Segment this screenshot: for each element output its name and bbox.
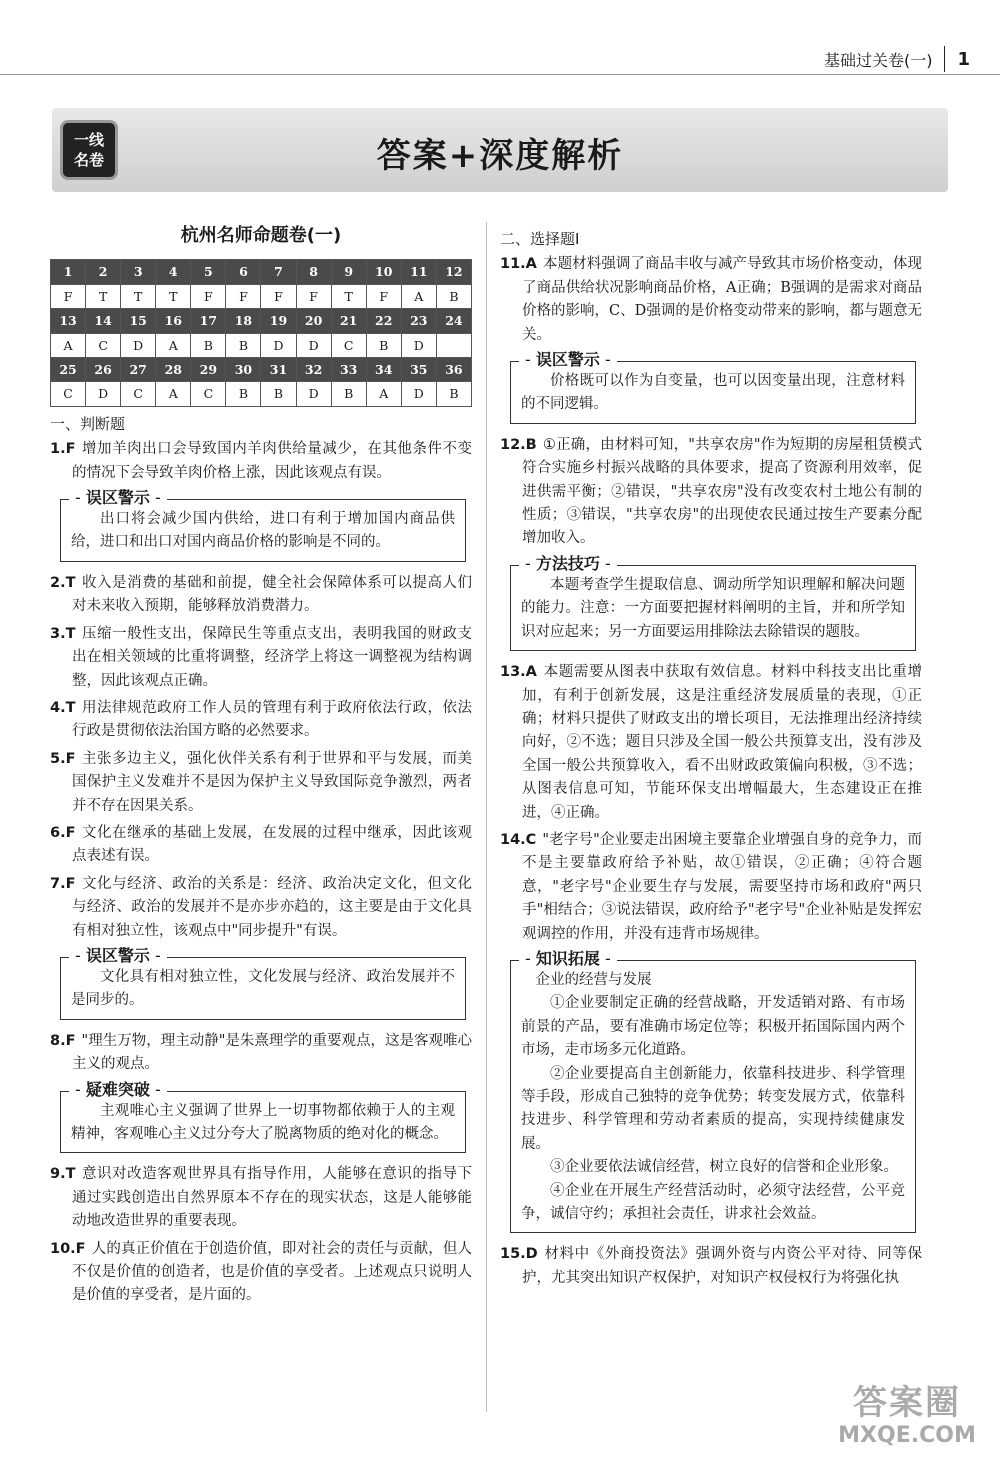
- answer-item: [50, 873, 472, 943]
- answer-key-answer-cell: F: [51, 284, 86, 308]
- note-box-label: - 误区警示 -: [519, 349, 617, 371]
- answer-key-answer-cell: A: [366, 382, 401, 406]
- note-box-subtitle: 企业的经营与发展: [535, 971, 652, 988]
- answer-text: 人的真正价值在于创造价值，即对社会的责任与贡献，但人不仅是价值的创造者，也是价值的享受者。上述观点只说明人是价值的享受者，是片面的。: [72, 1240, 472, 1304]
- right-column: [500, 222, 922, 1294]
- answer-item: [50, 748, 472, 818]
- answer-key-answer-cell: [436, 333, 471, 357]
- note-box-text: 文化具有相对独立性，文化发展与经济、政治发展并不是同步的。: [71, 968, 455, 1009]
- answer-item: [50, 697, 472, 744]
- banner-title: 答案+深度解析: [376, 136, 624, 176]
- answer-item: [500, 661, 922, 825]
- answer-key-number-cell: 21: [331, 309, 366, 333]
- answer-key-answer-cell: D: [296, 382, 331, 406]
- answer-key-number-cell: 25: [51, 358, 86, 382]
- note-box: [510, 553, 916, 651]
- answer-key-answer-row: [51, 333, 472, 357]
- answer-key-number-cell: 16: [156, 309, 191, 333]
- answer-key-number-cell: 33: [331, 358, 366, 382]
- answer-key-answer-cell: A: [51, 333, 86, 357]
- answer-key-answer-cell: T: [86, 284, 121, 308]
- watermark-main: 答案圈: [853, 1383, 961, 1423]
- title-banner: [52, 108, 948, 192]
- answer-item: [50, 623, 472, 693]
- column-divider: [486, 222, 487, 1412]
- note-box-text: 本题考查学生提取信息、调动所学知识理解和解决问题的能力。注意：一方面要把握材料阐明的主旨，并和所学知识对应起来；另一方面要运用排除法去除错误的题肢。: [521, 576, 905, 640]
- answer-key-answer-cell: F: [261, 284, 296, 308]
- answer-key-number-cell: 14: [86, 309, 121, 333]
- answer-key-number-cell: 11: [401, 260, 436, 284]
- answer-text: 文化在继承的基础上发展，在发展的过程中继承，因此该观点表述有误。: [72, 824, 472, 865]
- answer-key-answer-row: [51, 284, 472, 308]
- section-heading-choice: 二、选择题Ⅰ: [500, 230, 580, 248]
- answer-number: 14.C: [500, 831, 537, 848]
- answer-key-answer-cell: D: [121, 333, 156, 357]
- note-box: [60, 945, 466, 1020]
- answer-key-answer-cell: C: [86, 333, 121, 357]
- answer-key-number-cell: 8: [296, 260, 331, 284]
- answer-number: 6.F: [50, 824, 76, 841]
- answer-item: [500, 1243, 922, 1290]
- answer-key-answer-cell: T: [121, 284, 156, 308]
- answer-key-number-cell: 18: [226, 309, 261, 333]
- badge-line-2: 名卷: [73, 151, 104, 169]
- note-box-text: ①企业要制定正确的经营战略，开发适销对路、有市场前景的产品，要有准确市场定位等；积极开拓国际国内两个市场，走市场多元化道路。: [521, 995, 905, 1059]
- answer-text: 本题需要从图表中获取有效信息。材料中科技支出比重增加，有利于创新发展，这是注重经济发展质量的表现，①正确；材料只提供了财政支出的增长项目，无法推理出经济持续向好，②不选；题目只涉及全国一般公共预算支出，没有涉及全国一般公共预算收入，看不出财政政策偏向积极，③不选；从图表信息可知，节能环保支出增幅最大，生态建设正在推进，④正确。: [522, 664, 922, 821]
- answer-key-answer-row: [51, 382, 472, 406]
- answer-key-number-cell: 6: [226, 260, 261, 284]
- note-box-text: ②企业要提高自主创新能力，依靠科技进步、科学管理等手段，形成自己独特的竞争优势；转变发展方式，依靠科技进步、科学管理和劳动者素质的提高，实现持续健康发展。: [521, 1065, 905, 1152]
- note-box-label: - 方法技巧 -: [519, 553, 617, 575]
- answer-key-number-cell: 7: [261, 260, 296, 284]
- answer-number: 7.F: [50, 875, 76, 892]
- answer-key-number-cell: 35: [401, 358, 436, 382]
- answer-key-answer-cell: D: [86, 382, 121, 406]
- answer-text: 文化与经济、政治的关系是：经济、政治决定文化，但文化与经济、政治的发展并不是亦步亦趋的，这主要是由于文化具有相对独立性，该观点中"同步提升"有误。: [72, 875, 472, 939]
- answer-key-answer-cell: F: [226, 284, 261, 308]
- answer-item: [500, 434, 922, 551]
- answer-key-number-cell: 9: [331, 260, 366, 284]
- left-column: [50, 222, 472, 1312]
- answer-key-answer-cell: A: [156, 333, 191, 357]
- answer-key-answer-cell: B: [226, 382, 261, 406]
- answer-key-answer-cell: F: [191, 284, 226, 308]
- answer-key-number-cell: 3: [121, 260, 156, 284]
- paper-title: 杭州名师命题卷(一): [180, 225, 342, 246]
- answer-key-answer-cell: C: [51, 382, 86, 406]
- note-box-label: - 知识拓展 -: [519, 948, 617, 970]
- answer-key-number-cell: 27: [121, 358, 156, 382]
- answer-key-number-cell: 31: [261, 358, 296, 382]
- answer-number: 8.F: [50, 1032, 76, 1049]
- answer-key-number-cell: 32: [296, 358, 331, 382]
- answer-item: [50, 1163, 472, 1233]
- answer-key-answer-cell: D: [261, 333, 296, 357]
- answer-key-number-cell: 24: [436, 309, 471, 333]
- answer-key-answer-cell: F: [296, 284, 331, 308]
- answer-key-number-cell: 10: [366, 260, 401, 284]
- answer-number: 12.B: [500, 436, 537, 453]
- running-title: 基础过关卷(一): [823, 50, 933, 70]
- answer-text: 材料中《外商投资法》强调外资与内资公平对待、同等保护，尤其突出知识产权保护，对知识产权侵权行为将强化执: [522, 1246, 922, 1286]
- header-separator: [944, 46, 945, 72]
- running-header: [824, 44, 970, 74]
- answer-text: 本题材料强调了商品丰收与减产导致其市场价格变动，体现了商品供给状况影响商品价格，A正确；B强调的是需求对商品价格的影响，C、D强调的是价格变动带来的影响，都与题意无关。: [522, 256, 922, 343]
- note-box: [510, 350, 916, 424]
- answer-key-answer-cell: B: [261, 382, 296, 406]
- answer-key-answer-cell: A: [156, 382, 191, 406]
- answer-key-number-cell: 30: [226, 358, 261, 382]
- answer-key-number-cell: 17: [191, 309, 226, 333]
- answer-text: "老字号"企业要走出困境主要靠企业增强自身的竞争力，而不是主要靠政府给予补贴，故①错误，②正确；④符合题意，"老字号"企业要生存与发展，需要坚持市场和政府"两只手"相结合；③说法错误，政府给予"老字号"企业补贴是发挥宏观调控的作用，并没有违背市场规律。: [522, 831, 922, 942]
- answer-number: 11.A: [500, 256, 537, 273]
- answer-key-number-cell: 26: [86, 358, 121, 382]
- note-box-text: 主观唯心主义强调了世界上一切事物都依赖于人的主观精神，客观唯心主义过分夸大了脱离物质的绝对化的概念。: [71, 1102, 455, 1142]
- answer-item: [50, 438, 472, 485]
- answer-key-answer-cell: A: [401, 284, 436, 308]
- answer-key-answer-cell: F: [366, 284, 401, 308]
- answer-key-answer-cell: C: [121, 382, 156, 406]
- answer-text: 增加羊肉出口会导致国内羊肉供给量减少，在其他条件不变的情况下会导致羊肉价格上涨，因此该观点有误。: [72, 441, 472, 481]
- answer-item: [50, 1238, 472, 1308]
- answer-key-number-cell: 23: [401, 309, 436, 333]
- answer-text: ①正确，由材料可知，"共享农房"作为短期的房屋租赁模式符合实施乡村振兴战略的具体要求，提高了资源利用效率，促进供需平衡；②错误，"共享农房"没有改变农村土地公有制的性质；③错误，"共享农房"的出现使农民通过按生产要素分配增加收入。: [522, 436, 922, 547]
- answer-text: 意识对改造客观世界具有指导作用，人能够在意识的指导下通过实践创造出自然界原本不存在的现实状态，这是人能够能动地改造世界的重要表现。: [72, 1166, 472, 1230]
- answer-number: 3.T: [50, 625, 76, 642]
- note-box: [510, 948, 916, 1233]
- note-box-text: ④企业在开展生产经营活动时，必须守法经营，公平竞争，诚信守约；承担社会责任，讲求社会效益。: [521, 1182, 905, 1223]
- answer-key-number-cell: 15: [121, 309, 156, 333]
- answer-key-answer-cell: B: [436, 284, 471, 308]
- answer-key-answer-cell: D: [296, 333, 331, 357]
- note-box-text: 价格既可以作为自变量，也可以因变量出现，注意材料的不同逻辑。: [521, 373, 905, 413]
- answer-key-number-cell: 12: [436, 260, 471, 284]
- answer-key-number-row: [51, 309, 472, 333]
- section-heading-judgement: 一、判断题: [50, 414, 126, 433]
- answer-key-number-row: [51, 358, 472, 382]
- watermark-logo: [832, 1383, 982, 1453]
- answer-key-number-cell: 4: [156, 260, 191, 284]
- answer-text: "理生万物，理主动静"是朱熹理学的重要观点，这是客观唯心主义的观点。: [72, 1032, 472, 1073]
- answer-key-number-cell: 29: [191, 358, 226, 382]
- answer-number: 13.A: [500, 664, 537, 681]
- answer-item: [50, 1030, 472, 1077]
- answer-key-answer-cell: B: [191, 333, 226, 357]
- answer-key-answer-cell: D: [401, 333, 436, 357]
- answer-key-table: [50, 259, 472, 406]
- answer-number: 10.F: [50, 1240, 86, 1257]
- answer-key-answer-cell: C: [331, 333, 366, 357]
- answer-item: [500, 253, 922, 347]
- answer-key-answer-cell: B: [366, 333, 401, 357]
- answer-key-number-cell: 36: [436, 358, 471, 382]
- answer-number: 15.D: [500, 1246, 538, 1263]
- answer-number: 1.F: [50, 441, 76, 458]
- answer-key-answer-cell: B: [331, 382, 366, 406]
- answer-text: 主张多边主义，强化伙伴关系有利于世界和平与发展，而美国保护主义发难并不是因为保护主义导致国际竞争激烈，两者并不存在因果关系。: [72, 750, 472, 814]
- answer-item: [500, 829, 922, 946]
- answer-key-number-cell: 22: [366, 309, 401, 333]
- answer-key-number-cell: 5: [191, 260, 226, 284]
- answer-item: [50, 822, 472, 869]
- answer-key-number-row: [51, 260, 472, 284]
- answer-number: 9.T: [50, 1166, 76, 1183]
- answer-key-number-cell: 1: [51, 260, 86, 284]
- answer-key-answer-cell: T: [156, 284, 191, 308]
- answer-key-number-cell: 13: [51, 309, 86, 333]
- note-box-label: - 疑难突破 -: [69, 1079, 167, 1101]
- answer-item: [50, 572, 472, 619]
- answer-key-number-cell: 20: [296, 309, 331, 333]
- answer-number: 5.F: [50, 750, 76, 767]
- note-box: [60, 488, 466, 562]
- answer-key-answer-cell: B: [436, 382, 471, 406]
- header-rule: [0, 74, 1000, 75]
- note-box-label: - 误区警示 -: [69, 487, 167, 509]
- note-box-label: - 误区警示 -: [69, 945, 167, 967]
- note-box-text: ③企业要依法诚信经营，树立良好的信誉和企业形象。: [550, 1159, 898, 1176]
- answer-key-answer-cell: D: [401, 382, 436, 406]
- answer-key-number-cell: 19: [261, 309, 296, 333]
- answer-key-answer-cell: T: [331, 284, 366, 308]
- page-number: 1: [957, 48, 970, 70]
- answer-key-answer-cell: C: [191, 382, 226, 406]
- answer-key-number-cell: 34: [366, 358, 401, 382]
- answer-number: 2.T: [50, 574, 76, 591]
- badge-line-1: 一线: [73, 131, 104, 149]
- answer-key-answer-cell: B: [226, 333, 261, 357]
- answer-key-number-cell: 2: [86, 260, 121, 284]
- note-box-text: 出口将会减少国内供给，进口有利于增加国内商品供给，进口和出口对国内商品价格的影响是不同的。: [71, 511, 455, 551]
- note-box: [60, 1079, 466, 1154]
- answer-text: 压缩一般性支出，保障民生等重点支出，表明我国的财政支出在相关领域的比重将调整，经济学上将这一调整视为结构调整，因此该观点正确。: [72, 625, 472, 689]
- answer-text: 收入是消费的基础和前提，健全社会保障体系可以提高人们对未来收入预期，能够释放消费潜力。: [72, 574, 472, 615]
- watermark-sub: MXQE.COM: [838, 1423, 976, 1448]
- answer-text: 用法律规范政府工作人员的管理有利于政府依法行政，依法行政是贯彻依法治国方略的必然要求。: [72, 699, 472, 740]
- answer-key-number-cell: 28: [156, 358, 191, 382]
- answer-number: 4.T: [50, 699, 76, 716]
